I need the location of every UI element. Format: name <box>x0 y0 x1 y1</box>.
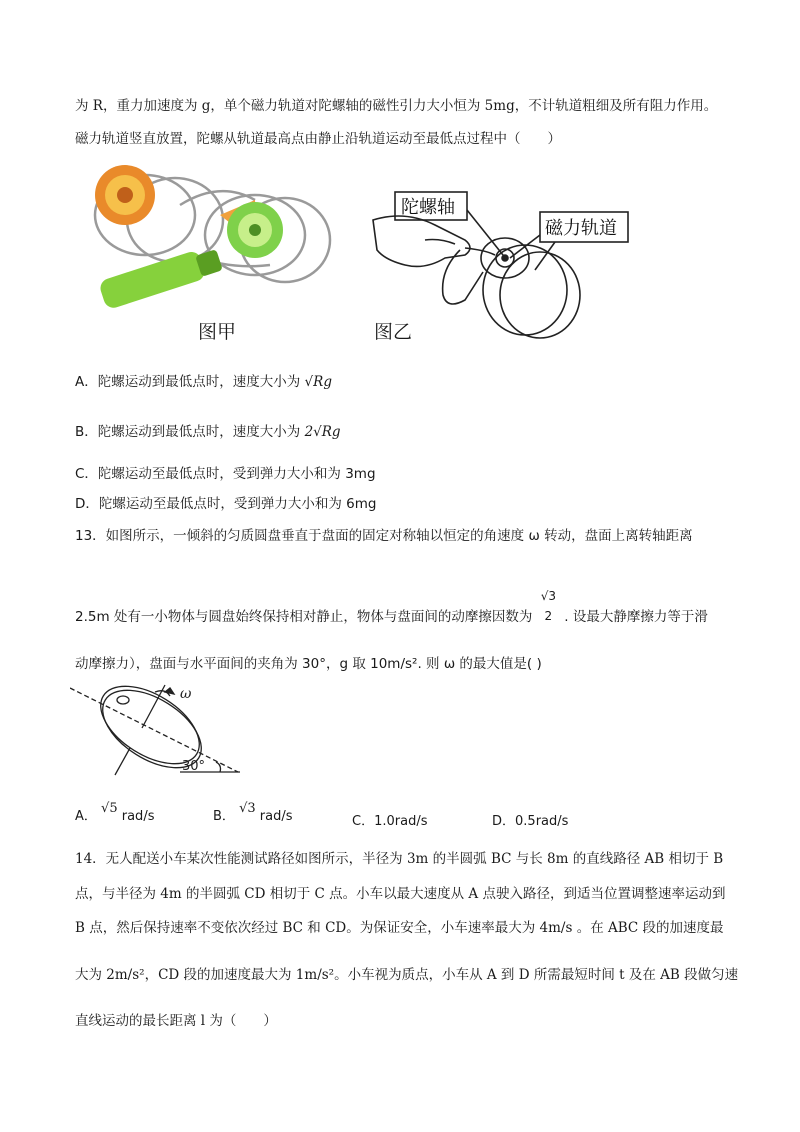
q13-line1: 13．如图所示，一倾斜的匀质圆盘垂直于盘面的固定对称轴以恒定的角速度 ω 转动，盘面上离转轴距离 <box>75 528 693 544</box>
q12-option-c: C．陀螺运动至最低点时，受到弹力大小和为 3mg <box>75 466 376 482</box>
fig-a-caption: 图甲 <box>198 321 237 343</box>
q12-option-d: D．陀螺运动至最低点时，受到弹力大小和为 6mg <box>75 496 377 512</box>
q13-option-b-math: √3 <box>239 801 256 816</box>
q13-line3: 动摩擦力），盘面与水平面间的夹角为 30°，g 取 10m/s². 则 ω 的最大值是( ) <box>75 656 542 672</box>
q13-option-d-label: D． <box>492 814 516 829</box>
q13-line2-a: 2.5m 处有一小物体与圆盘始终保持相对静止，物体与盘面间的动摩擦因数为 <box>75 609 533 625</box>
q13-option-a <box>75 801 155 824</box>
q12-intro-line2: 磁力轨道竖直放置，陀螺从轨道最高点由静止沿轨道运动至最低点过程中（ ） <box>75 131 561 147</box>
q13-option-d <box>492 810 568 829</box>
fig-omega-label: ω <box>180 686 192 702</box>
q13-option-a-math: √5 <box>101 801 118 816</box>
q13-option-a-unit: rad/s <box>121 809 155 824</box>
q12-option-b <box>75 423 341 441</box>
q13-option-a-label: A． <box>75 809 97 824</box>
fig-b-label-track: 磁力轨道 <box>545 218 617 239</box>
q13-line2-b: . 设最大静摩擦力等于滑 <box>564 609 708 625</box>
gyro-toy-photo <box>80 160 340 315</box>
fig-b-label-axis: 陀螺轴 <box>401 197 455 218</box>
q13-option-b-label: B． <box>213 809 235 824</box>
q13-option-c <box>352 810 427 829</box>
option-a-math: √Rg <box>304 374 332 390</box>
mu-fraction <box>540 589 556 631</box>
orange-gyro <box>95 165 155 225</box>
green-gyro <box>220 200 283 258</box>
q13-option-b-unit: rad/s <box>259 809 293 824</box>
q13-option-b <box>213 801 293 824</box>
q14-line5: 直线运动的最长距离 l 为（ ） <box>75 1013 277 1029</box>
q12-option-a <box>75 373 332 391</box>
q14-line3: B 点，然后保持速率不变依次经过 BC 和 CD。为保证安全，小车速率最大为 4m/s 。在 ABC 段的加速度最 <box>75 920 724 936</box>
q14-line4: 大为 2m/s²，CD 段的加速度最大为 1m/s²。小车视为质点，小车从 A 到 D 所需最短时间 t 及在 AB 段做匀速 <box>75 967 739 983</box>
mu-denominator: 2 <box>544 609 553 623</box>
fig-b-caption: 图乙 <box>374 321 413 343</box>
q14-line1: 14．无人配送小车某次性能测试路径如图所示，半径为 3m 的半圆弧 BC 与长 8m 的直线路径 AB 相切于 B <box>75 851 724 867</box>
mu-numerator: √3 <box>540 589 556 603</box>
option-a-text: A．陀螺运动到最低点时，速度大小为 <box>75 374 301 390</box>
q14-line2: 点，与半径为 4m 的半圆弧 CD 相切于 C 点。小车以最大速度从 A 点驶入路径，到适当位置调整速率运动到 <box>75 886 726 902</box>
fig-angle-label: 30° <box>182 759 206 774</box>
green-handle <box>98 249 223 310</box>
tilted-disk-figure <box>70 680 250 780</box>
q13-option-d-unit: 0.5rad/s <box>515 814 569 829</box>
gyro-line-drawing <box>365 180 635 340</box>
q13-option-c-label: C． <box>352 814 375 829</box>
q13-line2 <box>75 589 708 631</box>
q13-option-c-unit: 1.0rad/s <box>374 814 428 829</box>
option-b-math: 2√Rg <box>304 424 341 440</box>
option-b-text: B．陀螺运动到最低点时，速度大小为 <box>75 424 301 440</box>
q12-intro-line1: 为 R，重力加速度为 g，单个磁力轨道对陀螺轴的磁性引力大小恒为 5mg，不计轨道粗细及所有阻力作用。 <box>75 98 718 114</box>
